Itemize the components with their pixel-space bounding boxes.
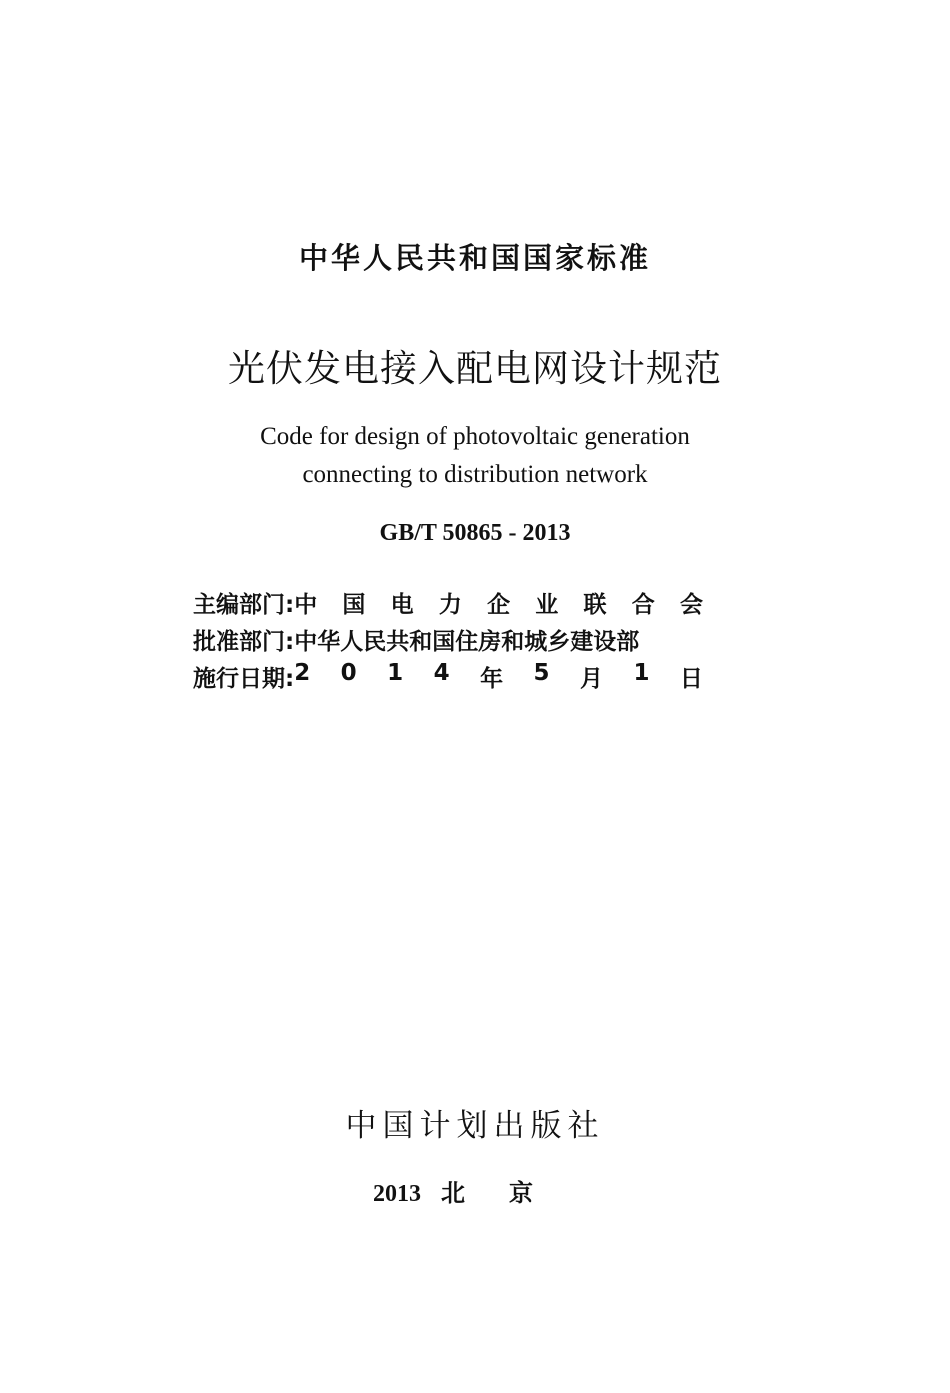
document-title-english [0, 418, 950, 494]
publication-city: 北京 [441, 1181, 577, 1207]
publisher-name: 中国计划出版社 [345, 1108, 605, 1144]
publication-year: 2013 [373, 1181, 421, 1207]
approver-row [193, 621, 703, 658]
publication-line [0, 1173, 950, 1208]
editor-row [193, 584, 703, 621]
editor-value: 中 国 电 力 企 业 联 合 会 [294, 592, 703, 618]
effective-date-label: 施行日期: [193, 666, 295, 692]
standard-code: GB/T 50865 - 2013 [379, 520, 571, 546]
metadata-block [193, 584, 703, 695]
approver-value: 中华人民共和国住房和城乡建设部 [294, 629, 640, 655]
approver-label: 批准部门: [193, 629, 295, 655]
standard-series-title: 中华人民共和国国家标准 [298, 241, 651, 275]
effective-date-value: 2 0 1 4 年 5 月 1 日 [294, 660, 703, 692]
title-english-line-2: connecting to distribution network [302, 461, 648, 488]
title-english-line-1: Code for design of photovoltaic generation [260, 423, 690, 450]
editor-label: 主编部门: [193, 592, 295, 618]
effective-date-row [193, 658, 703, 695]
document-title-chinese: 光伏发电接入配电网设计规范 [228, 347, 722, 390]
